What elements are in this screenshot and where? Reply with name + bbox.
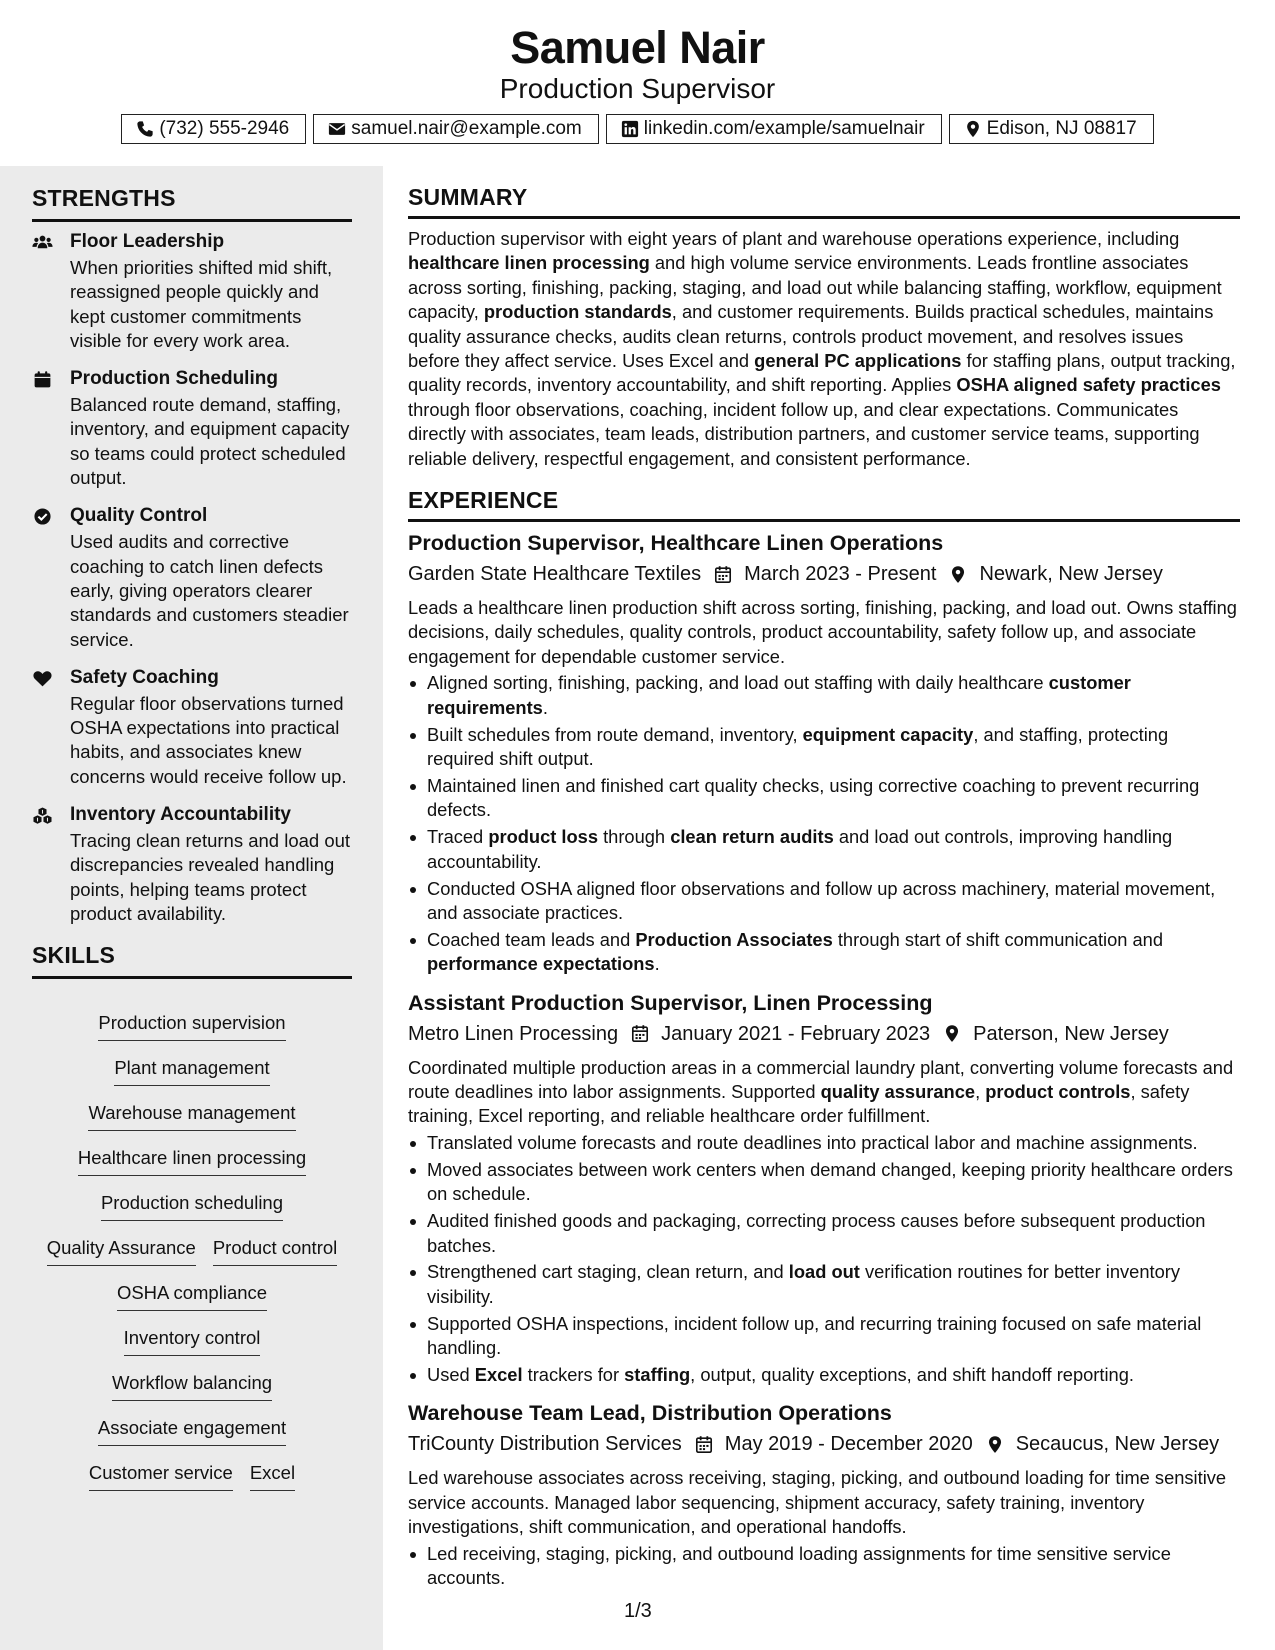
bullet-item <box>408 1260 1240 1309</box>
job-description <box>408 596 1240 669</box>
contact-location <box>949 114 1154 144</box>
linkedin-icon <box>621 120 639 138</box>
bold-text: OSHA aligned safety practices <box>956 374 1221 396</box>
map-pin-icon <box>964 120 982 138</box>
text-run: , output, quality exceptions, and shift handoff reporting. <box>690 1364 1134 1386</box>
bold-text: Excel <box>474 1364 523 1386</box>
text-run: Traced <box>427 826 489 848</box>
contact-linkedin-text: linkedin.com/example/samuelnair <box>643 118 925 139</box>
skill-row <box>32 1281 352 1326</box>
bullet-item <box>408 1363 1240 1387</box>
text-run: Supported OSHA inspections, incident follow up, and recurring training focused on safe material handling. <box>427 1312 1202 1359</box>
job-description <box>408 1056 1240 1129</box>
calendar-icon <box>631 1024 649 1043</box>
skill-row <box>32 1371 352 1416</box>
page-number: 1/3 <box>624 1600 652 1622</box>
job-meta <box>408 1020 1240 1048</box>
map-pin-icon <box>949 565 967 584</box>
job-company: Garden State Healthcare Textiles <box>408 563 702 586</box>
text-run: Led warehouse associates across receiving, staging, picking, and outbound loading for time sensitive service accounts. Managed labor sequencing, shipment accuracy, safety training, inventory investigations, shift communication, and operational handoffs. <box>408 1467 1227 1538</box>
contact-bar <box>0 114 1275 144</box>
text-run: Conducted OSHA aligned floor observations and follow up across machinery, material movement, and associate practices. <box>427 877 1216 923</box>
candidate-name: Samuel Nair <box>510 22 765 73</box>
job-company: TriCounty Distribution Services <box>408 1433 682 1456</box>
text-run: verification routines for better inventory visibility. <box>427 1261 1180 1307</box>
calendar-icon <box>714 565 732 584</box>
strength-item <box>32 666 352 789</box>
contact-phone <box>121 114 306 144</box>
contact-location-text: Edison, NJ 08817 <box>986 118 1137 139</box>
bold-text: clean return audits <box>670 826 834 848</box>
job-location: Secaucus, New Jersey <box>1015 1433 1220 1456</box>
skill-row <box>32 1011 352 1056</box>
text-run: trackers for <box>522 1364 625 1386</box>
text-run: , safety training, Excel reporting, and reliable healthcare order fulfillment. <box>408 1081 1190 1127</box>
map-pin-icon <box>943 1024 961 1043</box>
bullet-item <box>408 877 1240 926</box>
text-run: Used <box>427 1364 475 1386</box>
text-run: Strengthened cart staging, clean return, and <box>427 1261 789 1283</box>
text-run: , and customer requirements. Builds practical schedules, maintains quality assurance checks, audits clean returns, controls product movement, and resolves issues before they affect service. Uses Excel and <box>408 301 1214 372</box>
contact-email <box>313 114 599 144</box>
experience-heading: EXPERIENCE <box>408 487 559 514</box>
job-description <box>408 1466 1240 1539</box>
skills-list <box>32 1011 352 1506</box>
strengths-heading: STRENGTHS <box>32 185 176 211</box>
strength-desc: Balanced route demand, staffing, inventory, and equipment capacity so teams could protect scheduled output. <box>70 394 350 489</box>
skills-heading-block <box>32 941 352 979</box>
text-run: , <box>975 1081 986 1103</box>
skill-tag: Production scheduling <box>101 1191 283 1221</box>
strength-item <box>32 367 352 490</box>
bold-text: healthcare linen processing <box>408 252 650 274</box>
skill-tag: Healthcare linen processing <box>78 1146 306 1176</box>
bold-text: Production Associates <box>635 928 833 950</box>
bold-text: quality assurance <box>820 1081 976 1103</box>
text-run: . <box>654 953 660 975</box>
job-bullets <box>408 671 1240 976</box>
skill-row <box>32 1056 352 1101</box>
bullet-item <box>408 723 1240 772</box>
text-run: Leads a healthcare linen production shift across sorting, finishing, packing, and load out. Owns staffing decisions, daily schedules, quality controls, product accountability, safety follow up, and associate engagement for dependable customer service. <box>408 597 1237 667</box>
users-icon <box>32 233 53 252</box>
sidebar <box>0 166 383 1650</box>
bold-text: staffing <box>624 1364 691 1386</box>
job-location: Newark, New Jersey <box>979 563 1163 586</box>
bullet-item <box>408 774 1240 823</box>
bold-text: customer requirements <box>427 672 1131 718</box>
strength-desc: Tracing clean returns and load out discrepancies revealed handling points, helping teams protect product availability. <box>70 830 351 924</box>
bold-text: product controls <box>985 1081 1131 1103</box>
skill-tag: OSHA compliance <box>117 1281 267 1311</box>
strength-item <box>32 504 352 651</box>
skills-heading: SKILLS <box>32 942 115 968</box>
text-run: Built schedules from route demand, inventory, <box>427 723 803 745</box>
envelope-icon <box>328 120 346 138</box>
skill-tag: Production supervision <box>98 1011 285 1041</box>
experience-heading-block <box>408 486 1240 522</box>
text-run: Translated volume forecasts and route deadlines into practical labor and machine assignments. <box>427 1131 1198 1153</box>
experience-divider <box>408 519 1240 522</box>
experience-list <box>408 529 1240 1590</box>
strength-name: Floor Leadership <box>70 231 225 252</box>
strength-name: Quality Control <box>70 505 208 527</box>
contact-phone-text: (732) 555-2946 <box>159 118 290 139</box>
bullet-item <box>408 825 1240 874</box>
job-company: Metro Linen Processing <box>408 1022 619 1045</box>
skill-row <box>32 1461 352 1506</box>
text-run: and high volume service environments. Leads frontline associates across sorting, finishing, packing, staging, and load out while balancing staffing, workflow, equipment capacity, <box>408 252 1222 323</box>
text-run: Audited finished goods and packaging, correcting process causes before subsequent production batches. <box>427 1210 1206 1256</box>
job-meta <box>408 1430 1240 1458</box>
skill-row <box>32 1146 352 1191</box>
strength-desc: When priorities shifted mid shift, reassigned people quickly and kept customer commitments visible for every work area. <box>70 257 333 351</box>
strength-item <box>32 230 352 353</box>
main-column <box>408 166 1240 1593</box>
skills-divider <box>32 976 352 979</box>
text-run: , and staffing, protecting required shift output. <box>427 723 1169 769</box>
skill-tag: Excel <box>250 1461 295 1491</box>
bullet-item <box>408 928 1240 977</box>
skill-tag: Product control <box>213 1236 337 1266</box>
bold-text: equipment capacity <box>802 723 974 745</box>
boxes-icon <box>32 806 53 825</box>
bullet-item <box>408 1209 1240 1258</box>
text-run: and load out controls, improving handling accountability. <box>427 826 1173 872</box>
strengths-divider <box>32 219 352 222</box>
heart-icon <box>32 669 53 688</box>
bullet-item <box>408 1542 1240 1591</box>
job-dates: January 2021 - February 2023 <box>661 1022 931 1045</box>
strength-name: Production Scheduling <box>70 368 278 390</box>
contact-email-text: samuel.nair@example.com <box>351 118 582 139</box>
resume-header <box>0 0 1275 166</box>
text-run: Led receiving, staging, picking, and outbound loading assignments for time sensitive service accounts. <box>427 1542 1171 1589</box>
job-bullets <box>408 1131 1240 1388</box>
summary-text <box>408 227 1240 471</box>
summary-divider <box>408 216 1240 219</box>
text-run: Aligned sorting, finishing, packing, and load out staffing with daily healthcare <box>427 672 1049 694</box>
text-run: for staffing plans, output tracking, quality records, inventory accountability, and shift reporting. Applies <box>408 350 1236 396</box>
job-title: Warehouse Team Lead, Distribution Operations <box>408 1401 892 1426</box>
job-title: Assistant Production Supervisor, Linen Processing <box>408 990 933 1015</box>
strength-name: Safety Coaching <box>70 666 219 688</box>
job-entry <box>408 989 1240 1388</box>
strengths-list <box>32 230 352 940</box>
skill-tag: Workflow balancing <box>112 1371 272 1401</box>
strength-desc: Used audits and corrective coaching to catch linen defects early, giving operators clearer standards and customers steadier service. <box>70 531 349 650</box>
skill-row <box>32 1326 352 1371</box>
job-location: Paterson, New Jersey <box>973 1022 1169 1045</box>
job-meta <box>408 560 1240 588</box>
job-entry <box>408 529 1240 977</box>
skill-tag: Quality Assurance <box>47 1236 196 1266</box>
contact-linkedin <box>606 114 942 144</box>
job-dates: May 2019 - December 2020 <box>724 1433 973 1456</box>
skill-tag: Plant management <box>114 1056 269 1086</box>
summary-heading-block <box>408 183 1240 219</box>
strengths-heading-block <box>32 184 352 222</box>
skill-row <box>32 1236 352 1281</box>
text-run: Production supervisor with eight years of plant and warehouse operations experience, including <box>408 228 1180 249</box>
text-run: through <box>598 826 671 848</box>
bullet-item <box>408 1312 1240 1361</box>
job-bullets <box>408 1542 1240 1591</box>
strength-item <box>32 803 352 926</box>
calendar-icon <box>695 1435 713 1454</box>
summary-heading: SUMMARY <box>408 184 528 210</box>
candidate-title: Production Supervisor <box>499 73 776 104</box>
calendar-icon <box>32 370 53 389</box>
bold-text: load out <box>788 1261 860 1283</box>
strength-desc: Regular floor observations turned OSHA expectations into practical habits, and associates knew concerns would receive follow up. <box>70 692 347 787</box>
skill-row <box>32 1191 352 1236</box>
text-run: Coached team leads and <box>427 928 636 950</box>
check-circle-icon <box>32 507 53 526</box>
text-run: through floor observations, coaching, incident follow up, and clear expectations. Communicates directly with associates, team leads, distribution partners, and customer service teams, supporting reliable delivery, respectful engagement, and consistent performance. <box>408 398 1200 469</box>
skill-row <box>32 1101 352 1146</box>
bold-text: general PC applications <box>754 350 962 372</box>
skill-tag: Inventory control <box>124 1326 261 1356</box>
skill-tag: Warehouse management <box>88 1101 295 1131</box>
bold-text: performance expectations <box>427 953 655 975</box>
bullet-item <box>408 671 1240 720</box>
bullet-item <box>408 1131 1240 1155</box>
bullet-item <box>408 1158 1240 1207</box>
job-title: Production Supervisor, Healthcare Linen Operations <box>408 531 944 556</box>
skill-tag: Customer service <box>89 1461 233 1491</box>
text-run: Moved associates between work centers when demand changed, keeping priority healthcare orders on schedule. <box>427 1158 1233 1205</box>
skill-row <box>32 1416 352 1461</box>
map-pin-icon <box>986 1435 1004 1454</box>
bold-text: production standards <box>483 301 672 323</box>
text-run: Coordinated multiple production areas in a commercial laundry plant, converting volume forecasts and route deadlines into labor assignments. Supported <box>408 1056 1234 1103</box>
text-run: . <box>542 696 548 718</box>
text-run: through start of shift communication and <box>832 928 1164 950</box>
job-dates: March 2023 - Present <box>744 563 937 586</box>
strength-name: Inventory Accountability <box>70 804 291 826</box>
bold-text: product loss <box>488 826 599 848</box>
phone-icon <box>136 120 154 138</box>
job-entry <box>408 1399 1240 1590</box>
text-run: Maintained linen and finished cart quality checks, using corrective coaching to prevent recurring defects. <box>427 774 1200 821</box>
skill-tag: Associate engagement <box>98 1416 286 1446</box>
